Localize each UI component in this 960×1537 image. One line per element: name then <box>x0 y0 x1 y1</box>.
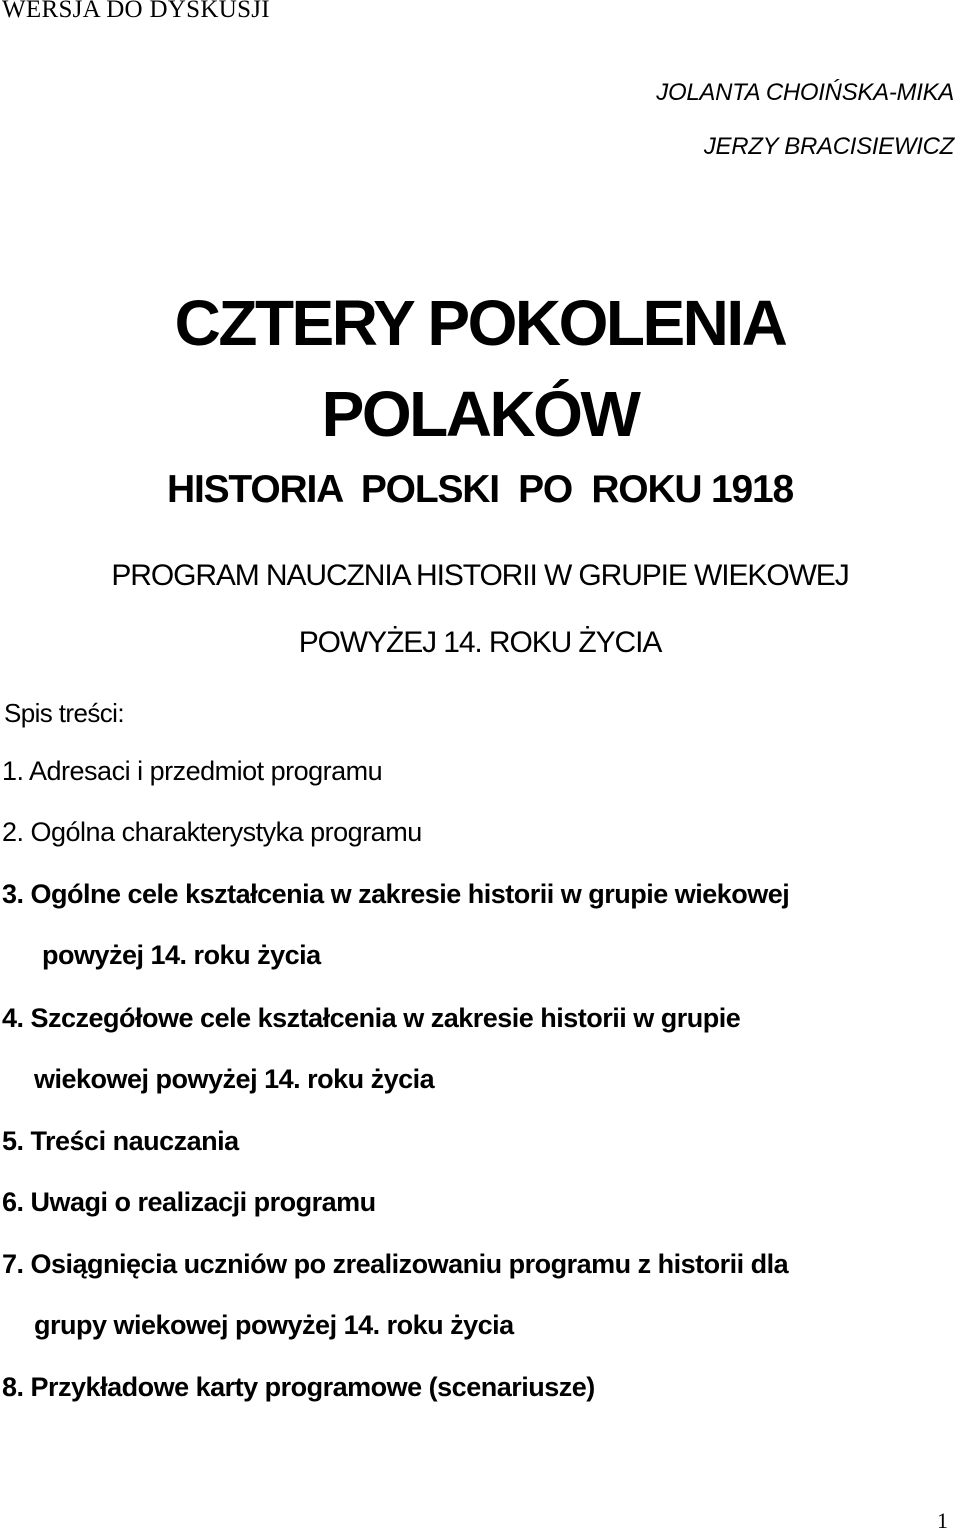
toc-item: 2. Ogólna charakterystyka programu <box>2 817 422 847</box>
toc-item: 8. Przykładowe karty programowe (scenariusze) <box>2 1372 595 1402</box>
program-description-line-1: PROGRAM NAUCZNIA HISTORII W GRUPIE WIEKOWEJ <box>111 559 849 592</box>
toc-item-continuation: grupy wiekowej powyżej 14. roku życia <box>34 1310 514 1340</box>
toc-item: 7. Osiągnięcia uczniów po zrealizowaniu programu z historii dla <box>2 1249 789 1279</box>
toc-item: 3. Ogólne cele kształcenia w zakresie historii w grupie wiekowej <box>2 879 790 909</box>
author-name: JOLANTA CHOIŃSKA-MIKA <box>656 79 954 106</box>
toc-item: 6. Uwagi o realizacji programu <box>2 1187 376 1217</box>
document-title-line-1: CZTERY POKOLENIA <box>174 287 786 359</box>
toc-item: 4. Szczegółowe cele kształcenia w zakresie historii w grupie <box>2 1003 741 1033</box>
document-title-line-2: POLAKÓW <box>321 378 639 450</box>
program-description-line-2: POWYŻEJ 14. ROKU ŻYCIA <box>298 626 662 659</box>
toc-item: 5. Treści nauczania <box>2 1126 239 1156</box>
draft-label: WERSJA DO DYSKUSJI <box>2 0 270 23</box>
document-subtitle: HISTORIA POLSKI PO ROKU 1918 <box>167 468 793 511</box>
toc-item: 1. Adresaci i przedmiot programu <box>2 756 383 786</box>
toc-item-continuation: wiekowej powyżej 14. roku życia <box>34 1064 435 1094</box>
toc-heading: Spis treści: <box>4 698 124 728</box>
page-number: 1 <box>937 1508 948 1533</box>
author-name: JERZY BRACISIEWICZ <box>703 133 954 160</box>
toc-item-continuation: powyżej 14. roku życia <box>42 940 321 970</box>
